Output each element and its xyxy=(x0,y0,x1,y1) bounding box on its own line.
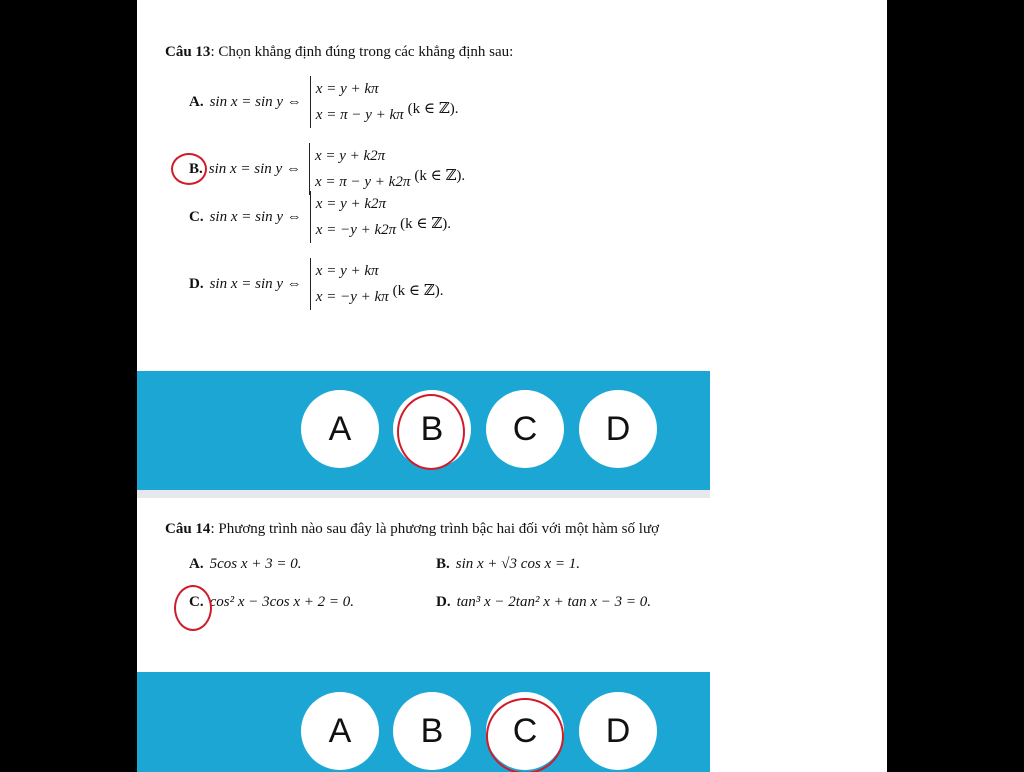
option-label: C. xyxy=(189,594,204,610)
option-system xyxy=(310,258,389,310)
option-domain: (k ∈ ℤ). xyxy=(392,282,444,299)
option-domain: (k ∈ ℤ). xyxy=(414,167,466,184)
q14-option-d xyxy=(436,594,651,611)
question-13-title xyxy=(165,44,513,61)
answer-button-b[interactable]: B xyxy=(393,390,471,468)
system-line-2: x = π − y + kπ xyxy=(315,107,404,123)
system-line-2: x = −y + kπ xyxy=(315,289,389,305)
question-14-title xyxy=(165,521,659,538)
q14-answer-panel xyxy=(137,672,710,772)
option-lhs: sin x = sin y ⇔ xyxy=(208,160,301,177)
panel-divider xyxy=(137,490,710,498)
option-lhs: sin x = sin y ⇔ xyxy=(209,93,302,110)
q13-option-b xyxy=(189,143,465,195)
answer-button-c[interactable]: C xyxy=(486,692,564,770)
option-domain: (k ∈ ℤ). xyxy=(400,215,451,232)
system-line-1: x = y + k2π xyxy=(314,148,386,164)
question-14-number: Câu 14 xyxy=(165,521,211,537)
question-13-number: Câu 13 xyxy=(165,44,211,60)
system-line-2: x = −y + k2π xyxy=(315,222,397,238)
answer-button-a[interactable]: A xyxy=(301,692,379,770)
q14-option-b xyxy=(436,556,580,573)
option-label: D. xyxy=(189,275,204,292)
option-label: A. xyxy=(189,556,204,572)
question-13-text: : Chọn khẳng định đúng trong các khẳng định sau: xyxy=(210,44,514,60)
option-lhs: sin x = sin y ⇔ xyxy=(209,208,302,225)
system-line-1: x = y + kπ xyxy=(315,81,379,97)
option-label: C. xyxy=(189,208,204,225)
option-label: A. xyxy=(189,93,204,110)
system-line-1: x = y + kπ xyxy=(315,263,379,279)
answer-button-d[interactable]: D xyxy=(579,692,657,770)
option-text: tan³ x − 2tan² x + tan x − 3 = 0. xyxy=(456,594,652,610)
answer-button-b[interactable]: B xyxy=(393,692,471,770)
answer-button-c[interactable]: C xyxy=(486,390,564,468)
option-text: 5cos x + 3 = 0. xyxy=(209,556,302,572)
document-page xyxy=(137,0,887,772)
option-system xyxy=(309,143,410,195)
answer-button-a[interactable]: A xyxy=(301,390,379,468)
option-system xyxy=(310,191,396,243)
option-system xyxy=(310,76,404,128)
option-domain: (k ∈ ℤ). xyxy=(407,100,459,117)
q13-option-a xyxy=(189,76,458,128)
option-label: B. xyxy=(189,160,203,177)
q13-option-d xyxy=(189,258,443,310)
q14-option-c xyxy=(189,594,354,611)
q14-option-a xyxy=(189,556,302,573)
answer-button-d[interactable]: D xyxy=(579,390,657,468)
q13-option-c xyxy=(189,191,451,243)
system-line-1: x = y + k2π xyxy=(315,196,387,212)
option-text: cos² x − 3cos x + 2 = 0. xyxy=(209,594,355,610)
option-text: sin x + √3 cos x = 1. xyxy=(455,556,581,572)
option-label: D. xyxy=(436,594,451,610)
question-14-text: : Phương trình nào sau đây là phương trình bậc hai đối với một hàm số lượ xyxy=(210,521,660,537)
option-label: B. xyxy=(436,556,450,572)
q13-answer-panel xyxy=(137,371,710,490)
system-line-2: x = π − y + k2π xyxy=(314,174,411,190)
option-lhs: sin x = sin y ⇔ xyxy=(209,275,302,292)
